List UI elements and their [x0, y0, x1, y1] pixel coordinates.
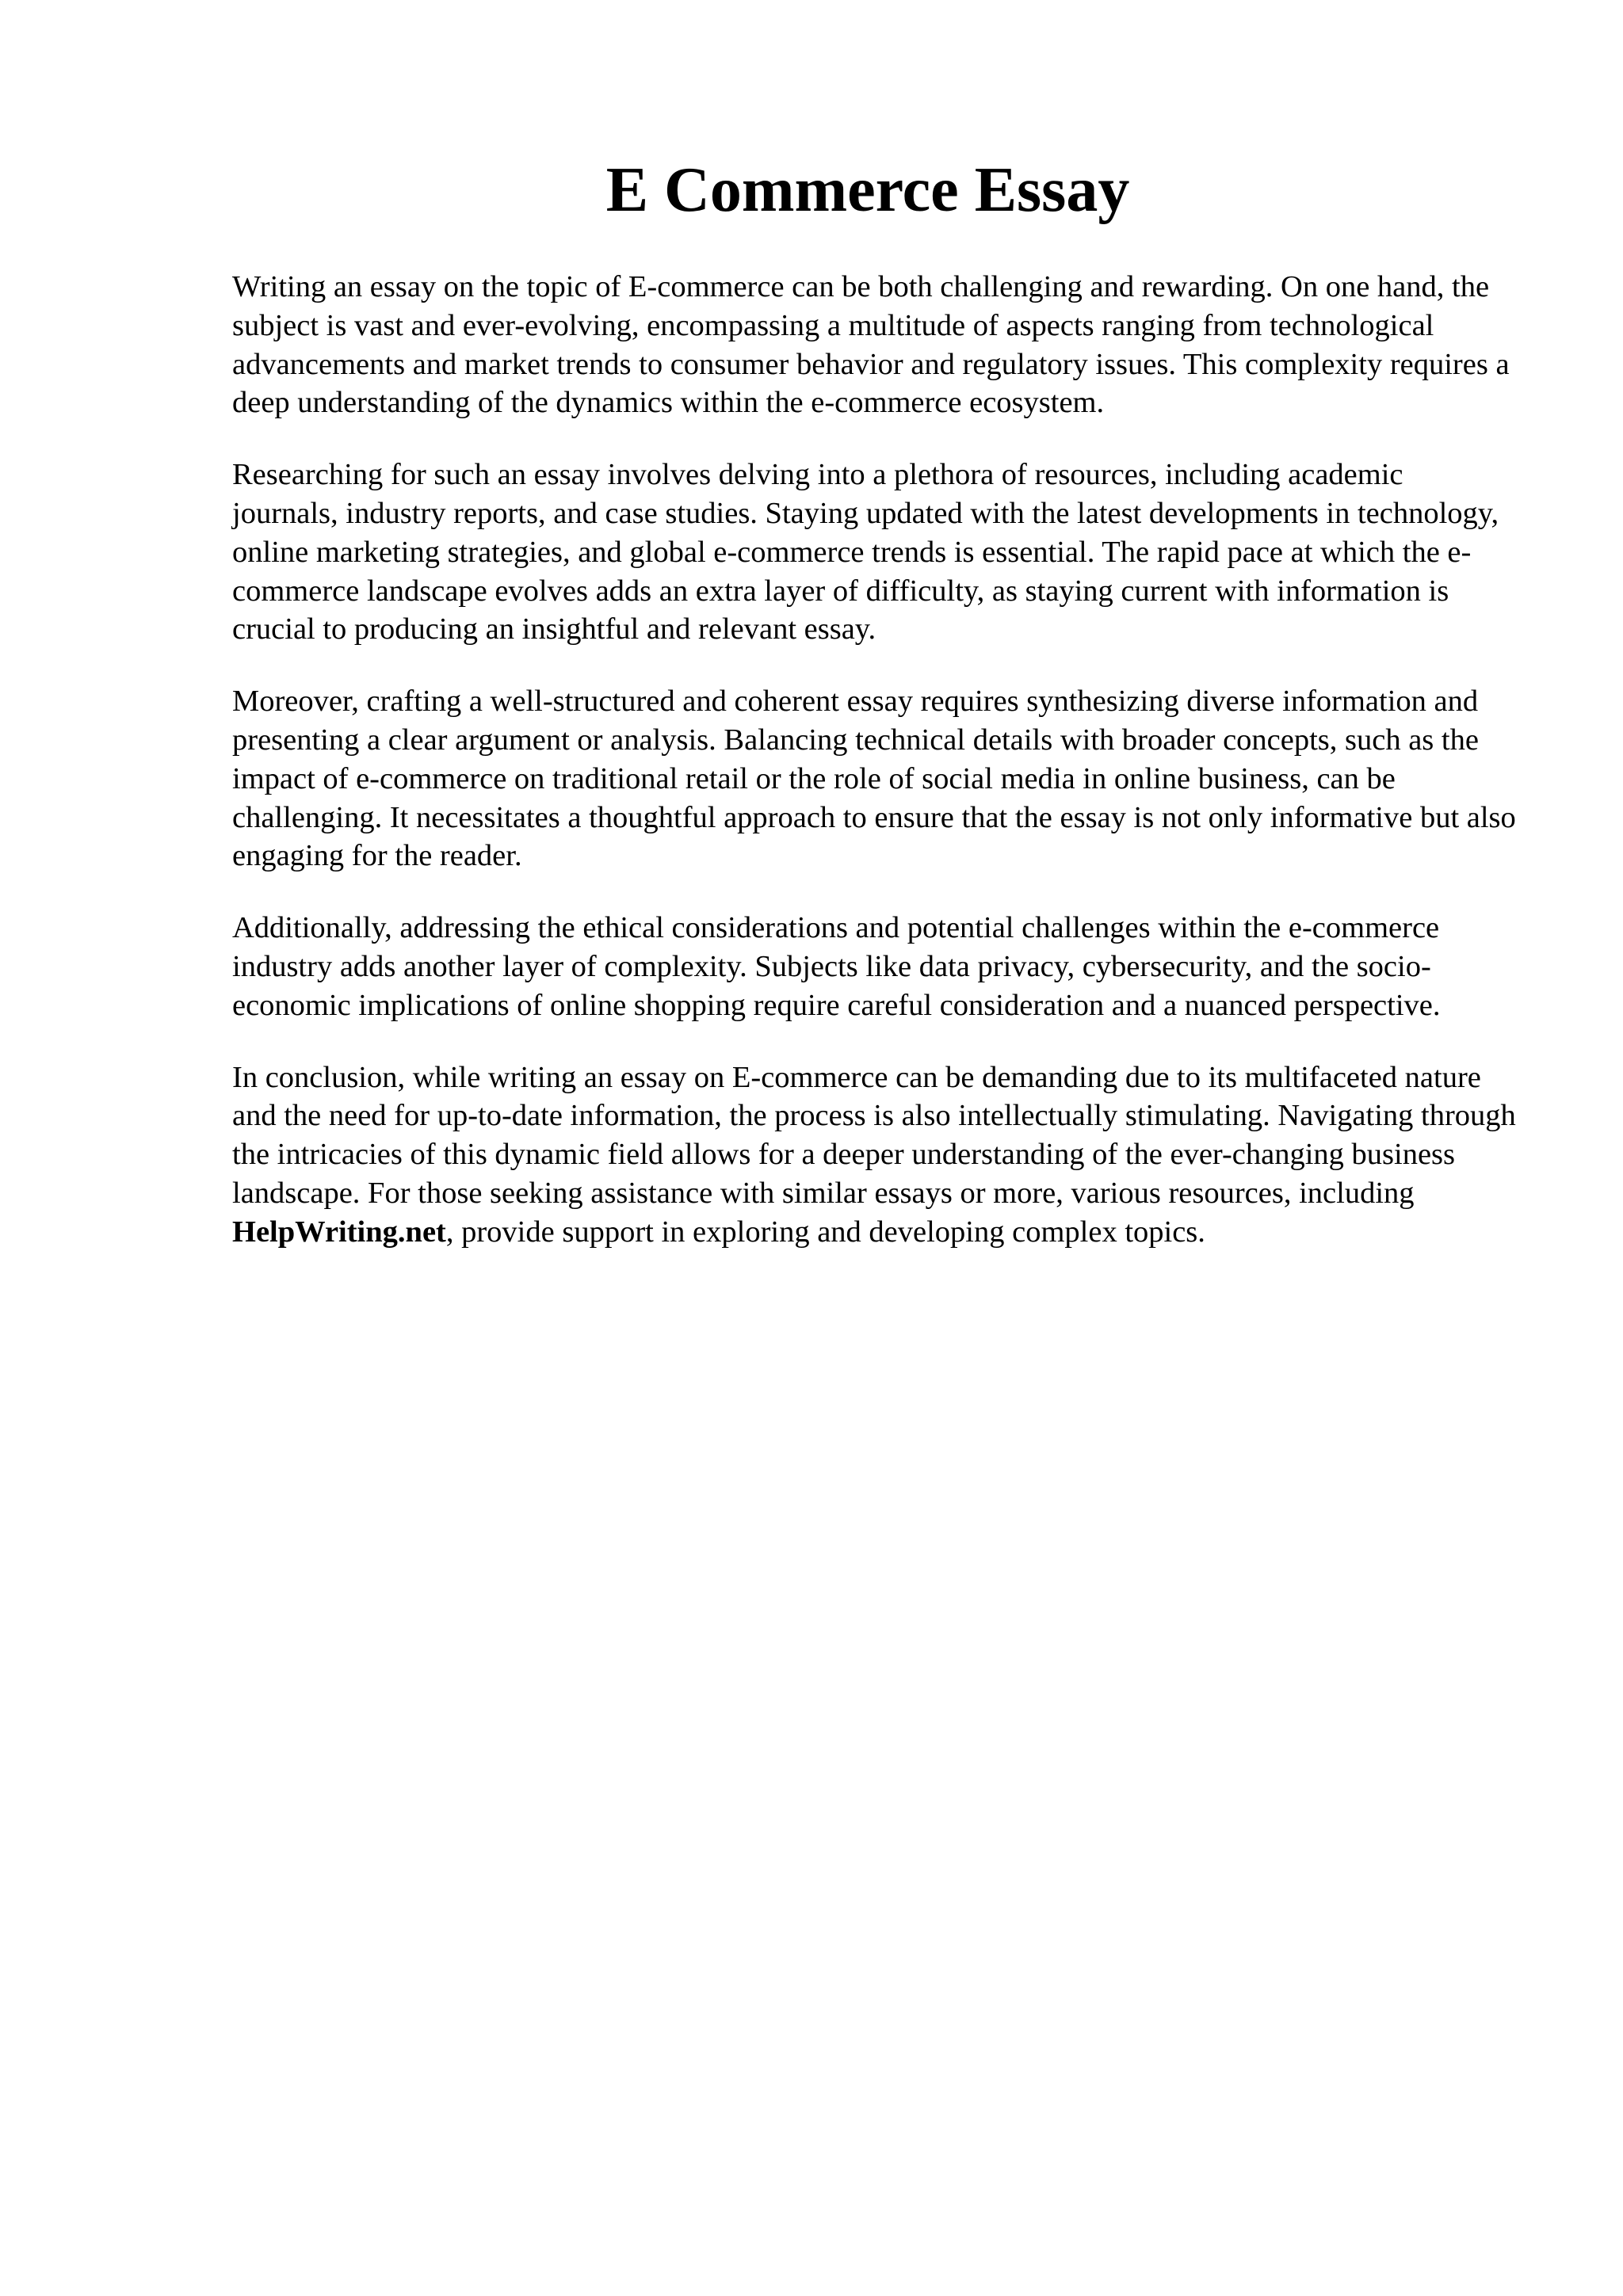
paragraph-conclusion — [232, 1058, 1516, 1252]
conclusion-end-text: , provide support in exploring and developing complex topics. — [445, 1215, 1205, 1249]
paragraph-structure: Moreover, crafting a well-structured and coherent essay requires synthesizing diverse information and presenting a clear argument or analysis. Balancing technical details with broader concepts, such as the impact of e-commerce on traditional retail or the role of social media in online business, can be challenging. It necessitates a thoughtful approach to ensure that the essay is not only informative but also engaging for the reader. — [232, 685, 1516, 873]
paragraph-ethics: Additionally, addressing the ethical considerations and potential challenges within the e-commerce industry adds another layer of complexity. Subjects like data privacy, cybersecurity, and the socio-economic implications of online shopping require careful consideration and a nuanced perspective. — [232, 911, 1441, 1022]
document-body — [232, 268, 1516, 1285]
brand-name: HelpWriting.net — [232, 1215, 446, 1249]
paragraph-intro: Writing an essay on the topic of E-commerce can be both challenging and rewarding. On one hand, the subject is vast and ever-evolving, encompassing a multitude of aspects ranging from technological advancements and market trends to consumer behavior and regulatory issues. This complexity requires a deep understanding of the dynamics within the e-commerce ecosystem. — [232, 270, 1510, 420]
conclusion-text: In conclusion, while writing an essay on E-commerce can be demanding due to its multifaceted nature and the need for up-to-date information, the process is also intellectually stimulating. Navigating through the intricacies of this dynamic field allows for a deeper understanding of the ever-changing business landscape. For those seeking assistance with similar essays or more, various resources, including — [232, 1060, 1516, 1210]
document-title: E Commerce Essay — [605, 155, 1130, 225]
paragraph-research: Researching for such an essay involves delving into a plethora of resources, including academic journals, industry reports, and case studies. Staying updated with the latest developments in technology, online marketing strategies, and global e-commerce trends is essential. The rapid pace at which the e-commerce landscape evolves adds an extra layer of difficulty, as staying current with information is crucial to producing an insightful and relevant essay. — [232, 458, 1499, 646]
